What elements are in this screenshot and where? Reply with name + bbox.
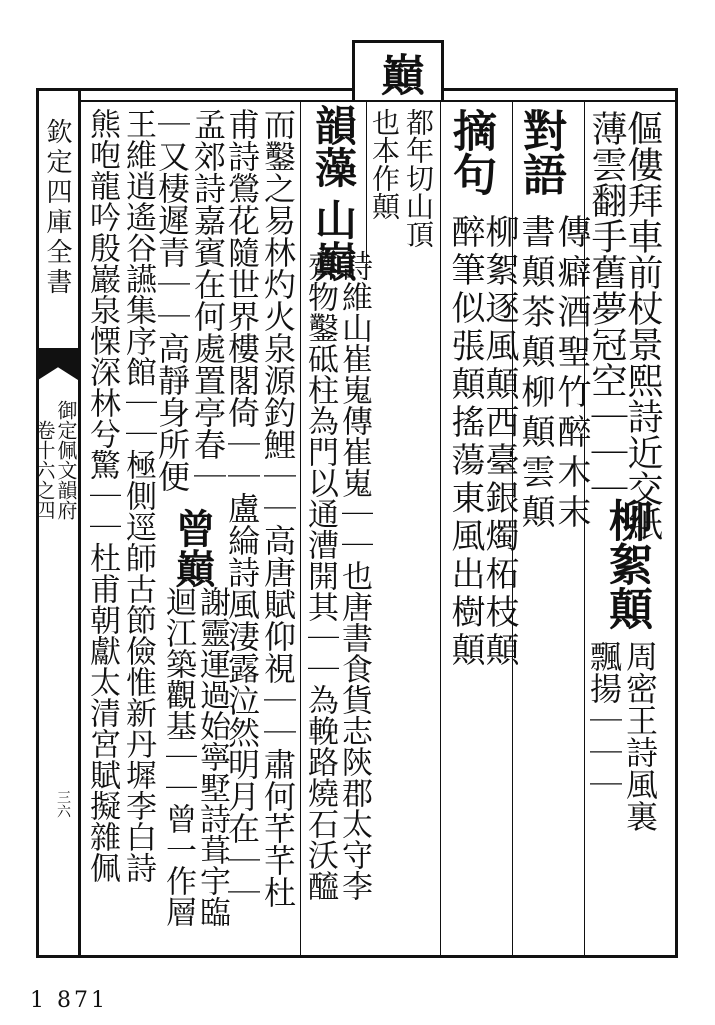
text-column-11: 孟郊詩嘉賓在何處置亭春｜ [189,108,227,492]
text-column-2: 薄雲翻手舊夢冠空｜｜｜ [586,110,627,506]
text-column-6: 醉筆似張顛搖蕩東風出樹顛 [445,214,485,670]
text-column-1: 傴僂拜車前杖景熙詩近交紙 [622,110,663,542]
text-column-9: 而鑿之易林灼火泉源釣鯉｜｜高唐賦仰視｜｜肅何芊芊杜 [259,108,297,908]
text-column-5: 柳絮逐風顛西臺銀燭柘枝顛 [479,214,519,670]
head-character: 巔 [373,52,424,96]
margin-page-number: 三六 [55,790,71,818]
text-column-11b: 謝靈運過始寧墅詩葺宇臨 [194,586,230,927]
margin-bottom-line [36,955,80,958]
fishtail-mark [38,348,78,380]
text-column-10: 甫詩鶯花隨世界樓閣倚｜｜盧綸詩風淒露泣然明月在｜｜ [223,108,261,908]
head-gloss-1: 都年切山頂 [402,108,435,248]
heading-dui-yu: 對語 [515,108,566,196]
text-column-3b: 周密王詩風裏 [621,640,659,832]
text-column-12: ｜又棲遲青｜｜高靜身所便 [153,108,191,492]
heading-shan-dian: 山巔 [309,198,358,282]
text-column-7: 詩維山崔嵬傳崔嵬｜｜也唐書食貨志陝郡太守李 [336,250,372,901]
text-column-12b: 迴江築觀基｜｜曾一作層 [160,586,196,927]
margin-title: 欽定四庫全書 [42,118,72,298]
text-column-8: 齊物鑿砥柱為門以通漕開其｜｜為輓路燒石沃醯 [302,250,338,901]
footer-mark: 1 871 [30,988,108,1013]
heading-liu-xu-dian: 柳絮顛 [601,498,652,630]
head-gloss-2: 也本作顛 [368,108,401,220]
column-rule [300,100,301,955]
text-column-3: 傳癖酒聖竹醉木末 [551,214,591,534]
margin-top-line [36,88,80,91]
text-column-4: 書顛茶顛柳顛雲顛 [515,214,555,534]
column-rule [440,100,441,955]
margin-section: 御定佩文韻府 [54,400,78,520]
text-column-14: 熊咆龍吟殷巖泉慄深林兮驚｜｜杜甫朝獻太清宮賦擬雜佩 [84,108,120,883]
heading-zhai-ju: 摘句 [445,108,496,196]
text-column-4b: 飄揚｜｜｜ [585,640,623,800]
margin-rule [36,88,39,958]
heading-ceng-dian: 曾巔 [169,508,216,588]
heading-yun-zao: 韻藻 [309,104,358,188]
margin-volume: 卷十六之四 [32,420,56,520]
text-column-13: 王維逍遙谷讌集序館｜｜極側逕師古節儉惟新丹墀李白詩 [120,108,156,883]
inner-top-rule [80,100,676,102]
